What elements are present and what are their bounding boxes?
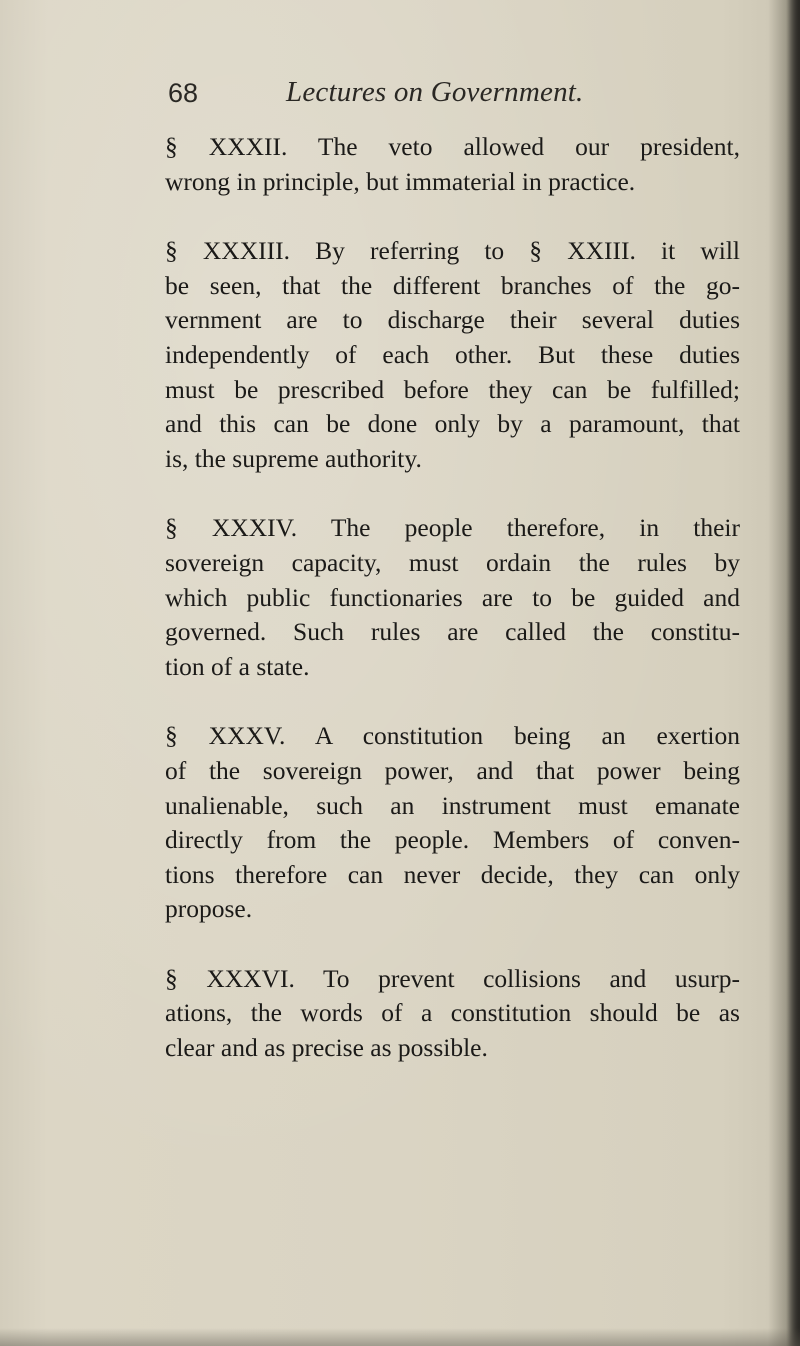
- text-line: directly from the people. Members of conven-: [165, 825, 740, 855]
- text-line: vernment are to discharge their several duties: [165, 305, 740, 335]
- running-title: Lectures on Government.: [286, 76, 584, 108]
- text-line: unalienable, such an instrument must emanate: [165, 790, 740, 820]
- text-line: which public functionaries are to be guided and: [165, 582, 740, 612]
- paragraph-section-35: [165, 719, 740, 927]
- text-line: independently of each other. But these duties: [165, 339, 740, 369]
- text-line: § XXXIV. The people therefore, in their: [165, 513, 740, 543]
- text-line: be seen, that the different branches of the go-: [165, 270, 740, 300]
- text-line: governed. Such rules are called the constitu-: [165, 617, 740, 647]
- text-line: § XXXV. A constitution being an exertion: [165, 721, 740, 751]
- text-line: § XXXIII. By referring to § XXIII. it will: [165, 236, 740, 266]
- page-header: [168, 78, 768, 118]
- page-edge-shadow: [786, 0, 800, 1346]
- paragraph-section-34: [165, 511, 740, 684]
- text-line: § XXXVI. To prevent collisions and usurp-: [165, 963, 740, 993]
- text-line: ations, the words of a constitution should be as: [165, 998, 740, 1028]
- text-line: tions therefore can never decide, they can only: [165, 859, 740, 889]
- page-bottom-shadow: [0, 1328, 800, 1346]
- text-line: of the sovereign power, and that power being: [165, 755, 740, 785]
- paragraph-section-36: [165, 962, 740, 1066]
- text-line: is, the supreme authority.: [165, 443, 422, 473]
- page-body: [165, 130, 740, 1101]
- text-line: sovereign capacity, must ordain the rules by: [165, 547, 740, 577]
- paragraph-section-33: [165, 234, 740, 476]
- text-line: propose.: [165, 894, 253, 924]
- text-line: and this can be done only by a paramount, that: [165, 409, 740, 439]
- page-number: 68: [168, 78, 199, 108]
- paragraph-section-32: [165, 130, 740, 199]
- text-line: § XXXII. The veto allowed our president,: [165, 132, 740, 161]
- text-line: must be prescribed before they can be fulfilled;: [165, 374, 740, 404]
- text-line: tion of a state.: [165, 651, 310, 681]
- text-line: clear and as precise as possible.: [165, 1033, 488, 1063]
- text-line: wrong in principle, but immaterial in practice.: [165, 166, 636, 196]
